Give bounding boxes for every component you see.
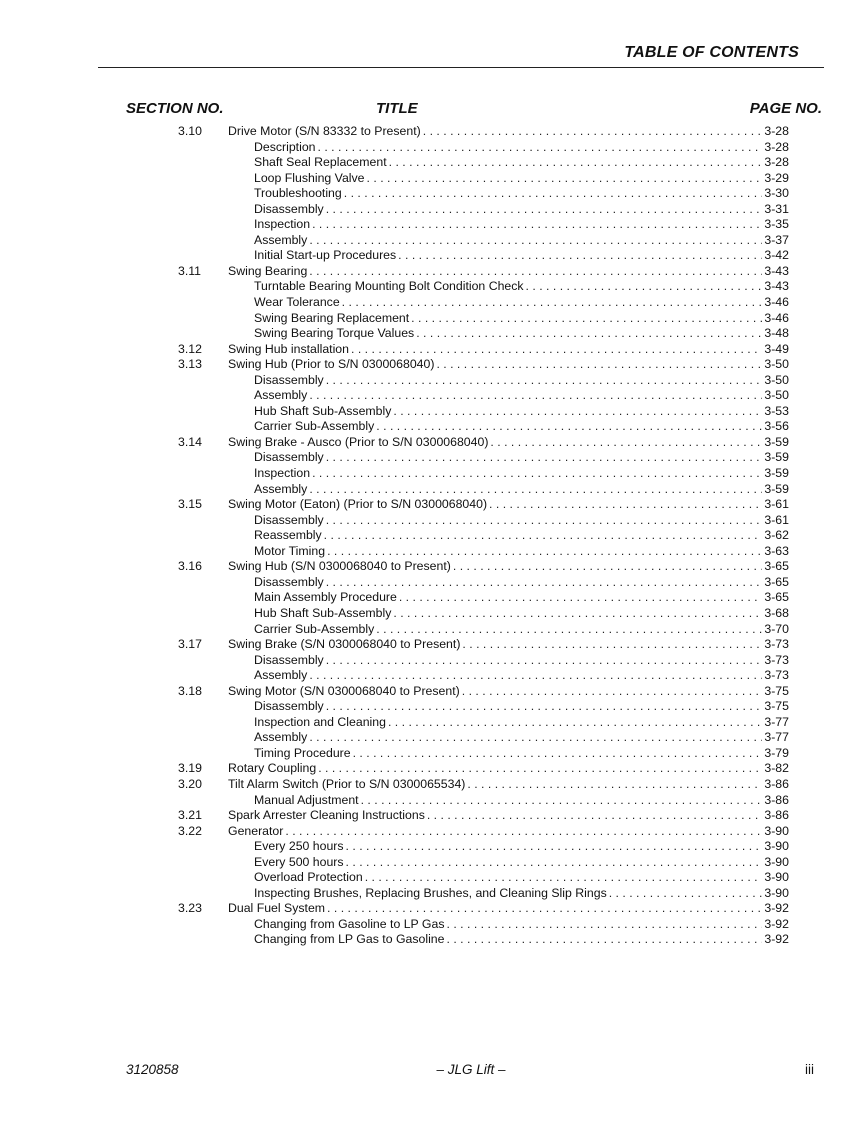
toc-page-number: 3-30 (764, 186, 789, 201)
toc-page-number: 3-29 (764, 170, 789, 185)
dot-leader (346, 855, 763, 871)
toc-page-number: 3-59 (764, 434, 789, 449)
dot-leader (489, 497, 762, 513)
dot-leader (342, 295, 763, 311)
toc-section-number: 3.17 (178, 637, 202, 652)
toc-page-number: 3-92 (764, 916, 789, 931)
toc-entry-link[interactable] (254, 326, 789, 342)
toc-entry-link[interactable] (228, 559, 789, 575)
toc-entry-title: Swing Hub (Prior to S/N 0300068040) (228, 357, 435, 372)
toc-entry-title: Disassembly (254, 652, 324, 667)
toc-page-number: 3-65 (764, 590, 789, 605)
toc-entry-link[interactable] (254, 839, 789, 855)
dot-leader (361, 793, 763, 809)
toc-row (0, 668, 866, 684)
toc-row (0, 311, 866, 327)
toc-row (0, 622, 866, 638)
toc-page-number: 3-90 (764, 854, 789, 869)
toc-entry-title: Changing from Gasoline to LP Gas (254, 916, 445, 931)
column-header-page: PAGE NO. (749, 100, 822, 117)
toc-row (0, 793, 866, 809)
toc-entry-title: Carrier Sub-Assembly (254, 621, 375, 636)
toc-page-number: 3-31 (764, 201, 789, 216)
toc-page-number: 3-68 (764, 605, 789, 620)
toc-section-number: 3.16 (178, 559, 202, 574)
toc-page-number: 3-75 (764, 699, 789, 714)
toc-entry-title: Swing Motor (S/N 0300068040 to Present) (228, 683, 460, 698)
dot-leader (427, 808, 763, 824)
dot-leader (309, 388, 762, 404)
toc-page-number: 3-65 (764, 559, 789, 574)
toc-page-number: 3-49 (764, 341, 789, 356)
toc-entry-link[interactable] (254, 590, 789, 606)
toc-entry-title: Generator (228, 823, 284, 838)
toc-page-number: 3-42 (764, 248, 789, 263)
toc-row (0, 466, 866, 482)
dot-leader (416, 326, 762, 342)
toc-entry-link[interactable] (254, 917, 789, 933)
toc-section-number: 3.23 (178, 901, 202, 916)
toc-entry-link[interactable] (254, 419, 789, 435)
footer-page-number: iii (805, 1062, 814, 1077)
toc-entry-link[interactable] (254, 653, 789, 669)
dot-leader (453, 559, 763, 575)
toc-entry-link[interactable] (254, 155, 789, 171)
toc-entry-title: Swing Hub (S/N 0300068040 to Present) (228, 559, 451, 574)
toc-list (0, 124, 866, 948)
toc-row (0, 171, 866, 187)
toc-entry-link[interactable] (254, 699, 789, 715)
column-header-title: TITLE (376, 100, 418, 117)
toc-row (0, 435, 866, 451)
dot-leader (393, 606, 762, 622)
toc-row (0, 264, 866, 280)
toc-row (0, 497, 866, 513)
toc-entry-link[interactable] (254, 171, 789, 187)
toc-entry-title: Disassembly (254, 574, 324, 589)
dot-leader (327, 544, 762, 560)
dot-leader (353, 746, 763, 762)
toc-row (0, 140, 866, 156)
dot-leader (312, 466, 762, 482)
toc-entry-title: Motor Timing (254, 543, 326, 558)
dot-leader (324, 528, 763, 544)
toc-page-number: 3-86 (764, 808, 789, 823)
dot-leader (446, 917, 762, 933)
dot-leader (389, 155, 763, 171)
toc-row (0, 404, 866, 420)
toc-entry-title: Disassembly (254, 201, 324, 216)
toc-page-number: 3-70 (764, 621, 789, 636)
toc-entry-link[interactable] (254, 404, 789, 420)
toc-row (0, 186, 866, 202)
toc-entry-link[interactable] (228, 264, 789, 280)
toc-row (0, 373, 866, 389)
dot-leader (326, 513, 763, 529)
toc-page-number: 3-90 (764, 885, 789, 900)
toc-page-number: 3-75 (764, 683, 789, 698)
toc-page-number: 3-37 (764, 232, 789, 247)
toc-row (0, 699, 866, 715)
toc-entry-link[interactable] (254, 855, 789, 871)
toc-section-number: 3.12 (178, 341, 202, 356)
toc-entry-title: Tilt Alarm Switch (Prior to S/N 0300065534) (228, 776, 466, 791)
toc-entry-title: Every 500 hours (254, 854, 344, 869)
page-header-title: TABLE OF CONTENTS (624, 44, 799, 61)
toc-entry-link[interactable] (254, 466, 789, 482)
dot-leader (467, 777, 762, 793)
toc-entry-title: Inspection (254, 466, 311, 481)
toc-page-number: 3-90 (764, 839, 789, 854)
toc-section-number: 3.20 (178, 776, 202, 791)
toc-page-number: 3-46 (764, 295, 789, 310)
toc-entry-link[interactable] (254, 544, 789, 560)
dot-leader (436, 357, 762, 373)
toc-entry-title: Loop Flushing Valve (254, 170, 365, 185)
dot-leader (446, 932, 762, 948)
toc-section-number: 3.11 (178, 263, 202, 278)
toc-page-number: 3-92 (764, 901, 789, 916)
toc-row (0, 357, 866, 373)
toc-entry-link[interactable] (254, 870, 789, 886)
toc-row (0, 855, 866, 871)
toc-entry-link[interactable] (254, 311, 789, 327)
dot-leader (344, 186, 763, 202)
toc-entry-link[interactable] (254, 715, 789, 731)
toc-row (0, 217, 866, 233)
toc-row (0, 559, 866, 575)
dot-leader (367, 171, 763, 187)
toc-row (0, 746, 866, 762)
dot-leader (318, 761, 762, 777)
toc-entry-title: Troubleshooting (254, 186, 342, 201)
dot-leader (411, 311, 762, 327)
toc-section-number: 3.21 (178, 808, 202, 823)
toc-page-number: 3-77 (764, 730, 789, 745)
toc-entry-link[interactable] (254, 730, 789, 746)
dot-leader (309, 668, 762, 684)
dot-leader (376, 419, 762, 435)
toc-entry-link[interactable] (254, 793, 789, 809)
dot-leader (327, 901, 762, 917)
toc-page-number: 3-43 (764, 279, 789, 294)
toc-entry-link[interactable] (228, 901, 789, 917)
toc-entry-title: Main Assembly Procedure (254, 590, 397, 605)
toc-page-number: 3-73 (764, 652, 789, 667)
toc-page-number: 3-73 (764, 668, 789, 683)
toc-page-number: 3-28 (764, 155, 789, 170)
toc-entry-title: Assembly (254, 668, 308, 683)
toc-row (0, 388, 866, 404)
toc-entry-link[interactable] (254, 248, 789, 264)
toc-row (0, 419, 866, 435)
toc-page-number: 3-73 (764, 637, 789, 652)
toc-page-number: 3-62 (764, 528, 789, 543)
toc-entry-title: Swing Bearing (228, 263, 308, 278)
toc-entry-link[interactable] (254, 668, 789, 684)
dot-leader (462, 684, 763, 700)
dot-leader (423, 124, 763, 140)
toc-entry-title: Overload Protection (254, 870, 363, 885)
toc-entry-link[interactable] (228, 637, 789, 653)
toc-page-number: 3-59 (764, 450, 789, 465)
dot-leader (490, 435, 762, 451)
toc-entry-title: Disassembly (254, 699, 324, 714)
dot-leader (398, 248, 762, 264)
dot-leader (609, 886, 763, 902)
dot-leader (526, 279, 763, 295)
toc-page-number: 3-65 (764, 574, 789, 589)
toc-page-number: 3-92 (764, 932, 789, 947)
toc-row (0, 295, 866, 311)
toc-entry-link[interactable] (228, 435, 789, 451)
toc-section-number: 3.10 (178, 124, 202, 138)
toc-page-number: 3-61 (764, 497, 789, 512)
dot-leader (312, 217, 762, 233)
dot-leader (346, 839, 763, 855)
dot-leader (388, 715, 762, 731)
toc-entry-title: Timing Procedure (254, 745, 351, 760)
toc-section-number: 3.14 (178, 434, 202, 449)
toc-entry-title: Swing Motor (Eaton) (Prior to S/N 0300068040) (228, 497, 488, 512)
toc-page-number: 3-43 (764, 263, 789, 278)
toc-entry-link[interactable] (228, 684, 789, 700)
toc-entry-link[interactable] (228, 808, 789, 824)
footer-brand: – JLG Lift – (436, 1062, 506, 1077)
toc-entry-title: Spark Arrester Cleaning Instructions (228, 808, 425, 823)
toc-entry-link[interactable] (254, 746, 789, 762)
toc-page-number: 3-82 (764, 761, 789, 776)
toc-page-number: 3-77 (764, 714, 789, 729)
dot-leader (399, 590, 763, 606)
toc-entry-link[interactable] (228, 497, 789, 513)
toc-row (0, 544, 866, 560)
toc-row (0, 777, 866, 793)
header-rule (98, 67, 824, 68)
toc-entry-link[interactable] (254, 528, 789, 544)
toc-entry-link[interactable] (254, 279, 789, 295)
toc-entry-link[interactable] (228, 761, 789, 777)
toc-entry-title: Disassembly (254, 372, 324, 387)
toc-entry-title: Carrier Sub-Assembly (254, 419, 375, 434)
toc-page-number: 3-50 (764, 372, 789, 387)
toc-entry-link[interactable] (254, 388, 789, 404)
toc-entry-title: Rotary Coupling (228, 761, 317, 776)
toc-section-number: 3.18 (178, 683, 202, 698)
toc-entry-title: Every 250 hours (254, 839, 344, 854)
toc-entry-link[interactable] (228, 124, 789, 140)
dot-leader (351, 342, 762, 358)
toc-entry-link[interactable] (254, 606, 789, 622)
dot-leader (326, 202, 763, 218)
toc-row (0, 528, 866, 544)
toc-entry-title: Initial Start-up Procedures (254, 248, 397, 263)
toc-row (0, 279, 866, 295)
toc-entry-link[interactable] (254, 932, 789, 948)
dot-leader (326, 575, 763, 591)
dot-leader (318, 140, 763, 156)
toc-page-number: 3-63 (764, 543, 789, 558)
toc-entry-title: Dual Fuel System (228, 901, 326, 916)
toc-entry-title: Description (254, 139, 316, 154)
toc-entry-title: Assembly (254, 730, 308, 745)
toc-row (0, 730, 866, 746)
toc-entry-link[interactable] (254, 373, 789, 389)
toc-entry-link[interactable] (228, 777, 789, 793)
toc-row (0, 606, 866, 622)
toc-row (0, 886, 866, 902)
dot-leader (393, 404, 762, 420)
toc-row (0, 917, 866, 933)
toc-entry-title: Inspection (254, 217, 311, 232)
dot-leader (309, 730, 762, 746)
dot-leader (326, 699, 763, 715)
toc-page-number: 3-79 (764, 745, 789, 760)
toc-page-number: 3-86 (764, 792, 789, 807)
toc-entry-title: Assembly (254, 232, 308, 247)
toc-entry-link[interactable] (228, 357, 789, 373)
toc-row (0, 326, 866, 342)
toc-row (0, 715, 866, 731)
toc-row (0, 901, 866, 917)
toc-row (0, 808, 866, 824)
toc-page-number: 3-53 (764, 403, 789, 418)
dot-leader (462, 637, 762, 653)
toc-entry-link[interactable] (254, 513, 789, 529)
toc-row (0, 233, 866, 249)
dot-leader (326, 653, 763, 669)
toc-row (0, 839, 866, 855)
toc-page-number: 3-28 (764, 124, 789, 138)
toc-entry-title: Swing Bearing Torque Values (254, 326, 415, 341)
toc-entry-title: Swing Bearing Replacement (254, 310, 410, 325)
toc-entry-title: Reassembly (254, 528, 322, 543)
toc-page-number: 3-86 (764, 776, 789, 791)
toc-row (0, 155, 866, 171)
toc-entry-link[interactable] (254, 186, 789, 202)
toc-entry-link[interactable] (254, 202, 789, 218)
toc-section-number: 3.13 (178, 357, 202, 372)
toc-entry-link[interactable] (254, 450, 789, 466)
toc-row (0, 637, 866, 653)
toc-entry-title: Drive Motor (S/N 83332 to Present) (228, 124, 421, 138)
toc-row (0, 824, 866, 840)
toc-entry-link[interactable] (254, 295, 789, 311)
toc-row (0, 450, 866, 466)
toc-page-number: 3-35 (764, 217, 789, 232)
toc-page-number: 3-48 (764, 326, 789, 341)
toc-entry-title: Turntable Bearing Mounting Bolt Condition Check (254, 279, 524, 294)
toc-entry-title: Hub Shaft Sub-Assembly (254, 403, 392, 418)
toc-entry-link[interactable] (254, 140, 789, 156)
toc-page-number: 3-50 (764, 388, 789, 403)
toc-entry-title: Manual Adjustment (254, 792, 359, 807)
toc-entry-title: Swing Brake (S/N 0300068040 to Present) (228, 637, 461, 652)
toc-section-number: 3.15 (178, 497, 202, 512)
toc-entry-title: Shaft Seal Replacement (254, 155, 387, 170)
dot-leader (309, 264, 762, 280)
toc-row (0, 124, 866, 140)
toc-page-number: 3-61 (764, 512, 789, 527)
toc-row (0, 575, 866, 591)
toc-page-number: 3-90 (764, 870, 789, 885)
toc-entry-link[interactable] (254, 886, 789, 902)
toc-row (0, 932, 866, 948)
toc-row (0, 342, 866, 358)
toc-row (0, 590, 866, 606)
dot-leader (376, 622, 762, 638)
toc-row (0, 761, 866, 777)
toc-page-number: 3-56 (764, 419, 789, 434)
toc-row (0, 653, 866, 669)
toc-entry-link[interactable] (254, 482, 789, 498)
toc-page-number: 3-28 (764, 139, 789, 154)
dot-leader (309, 233, 762, 249)
toc-entry-title: Inspection and Cleaning (254, 714, 386, 729)
toc-row (0, 202, 866, 218)
toc-row (0, 482, 866, 498)
dot-leader (309, 482, 762, 498)
dot-leader (326, 450, 763, 466)
toc-row (0, 870, 866, 886)
toc-section-number: 3.19 (178, 761, 202, 776)
toc-section-number: 3.22 (178, 823, 202, 838)
toc-page-number: 3-59 (764, 481, 789, 496)
toc-entry-title: Changing from LP Gas to Gasoline (254, 932, 445, 947)
toc-entry-link[interactable] (254, 575, 789, 591)
dot-leader (285, 824, 762, 840)
toc-row (0, 248, 866, 264)
dot-leader (326, 373, 763, 389)
footer-doc-number: 3120858 (126, 1062, 179, 1077)
column-header-section: SECTION NO. (126, 100, 224, 117)
toc-entry-title: Disassembly (254, 450, 324, 465)
toc-entry-title: Assembly (254, 388, 308, 403)
toc-entry-title: Disassembly (254, 512, 324, 527)
toc-page-number: 3-90 (764, 823, 789, 838)
toc-page-number: 3-46 (764, 310, 789, 325)
toc-entry-title: Hub Shaft Sub-Assembly (254, 605, 392, 620)
toc-row (0, 684, 866, 700)
dot-leader (365, 870, 763, 886)
toc-entry-title: Swing Hub installation (228, 341, 349, 356)
toc-entry-link[interactable] (254, 622, 789, 638)
toc-row (0, 513, 866, 529)
toc-entry-link[interactable] (228, 342, 789, 358)
toc-page-number: 3-50 (764, 357, 789, 372)
toc-page-number: 3-59 (764, 466, 789, 481)
toc-entry-title: Assembly (254, 481, 308, 496)
toc-entry-link[interactable] (254, 233, 789, 249)
toc-entry-title: Inspecting Brushes, Replacing Brushes, and Cleaning Slip Rings (254, 885, 607, 900)
toc-entry-link[interactable] (228, 824, 789, 840)
toc-entry-title: Wear Tolerance (254, 295, 340, 310)
toc-entry-title: Swing Brake - Ausco (Prior to S/N 0300068040) (228, 434, 489, 449)
toc-entry-link[interactable] (254, 217, 789, 233)
